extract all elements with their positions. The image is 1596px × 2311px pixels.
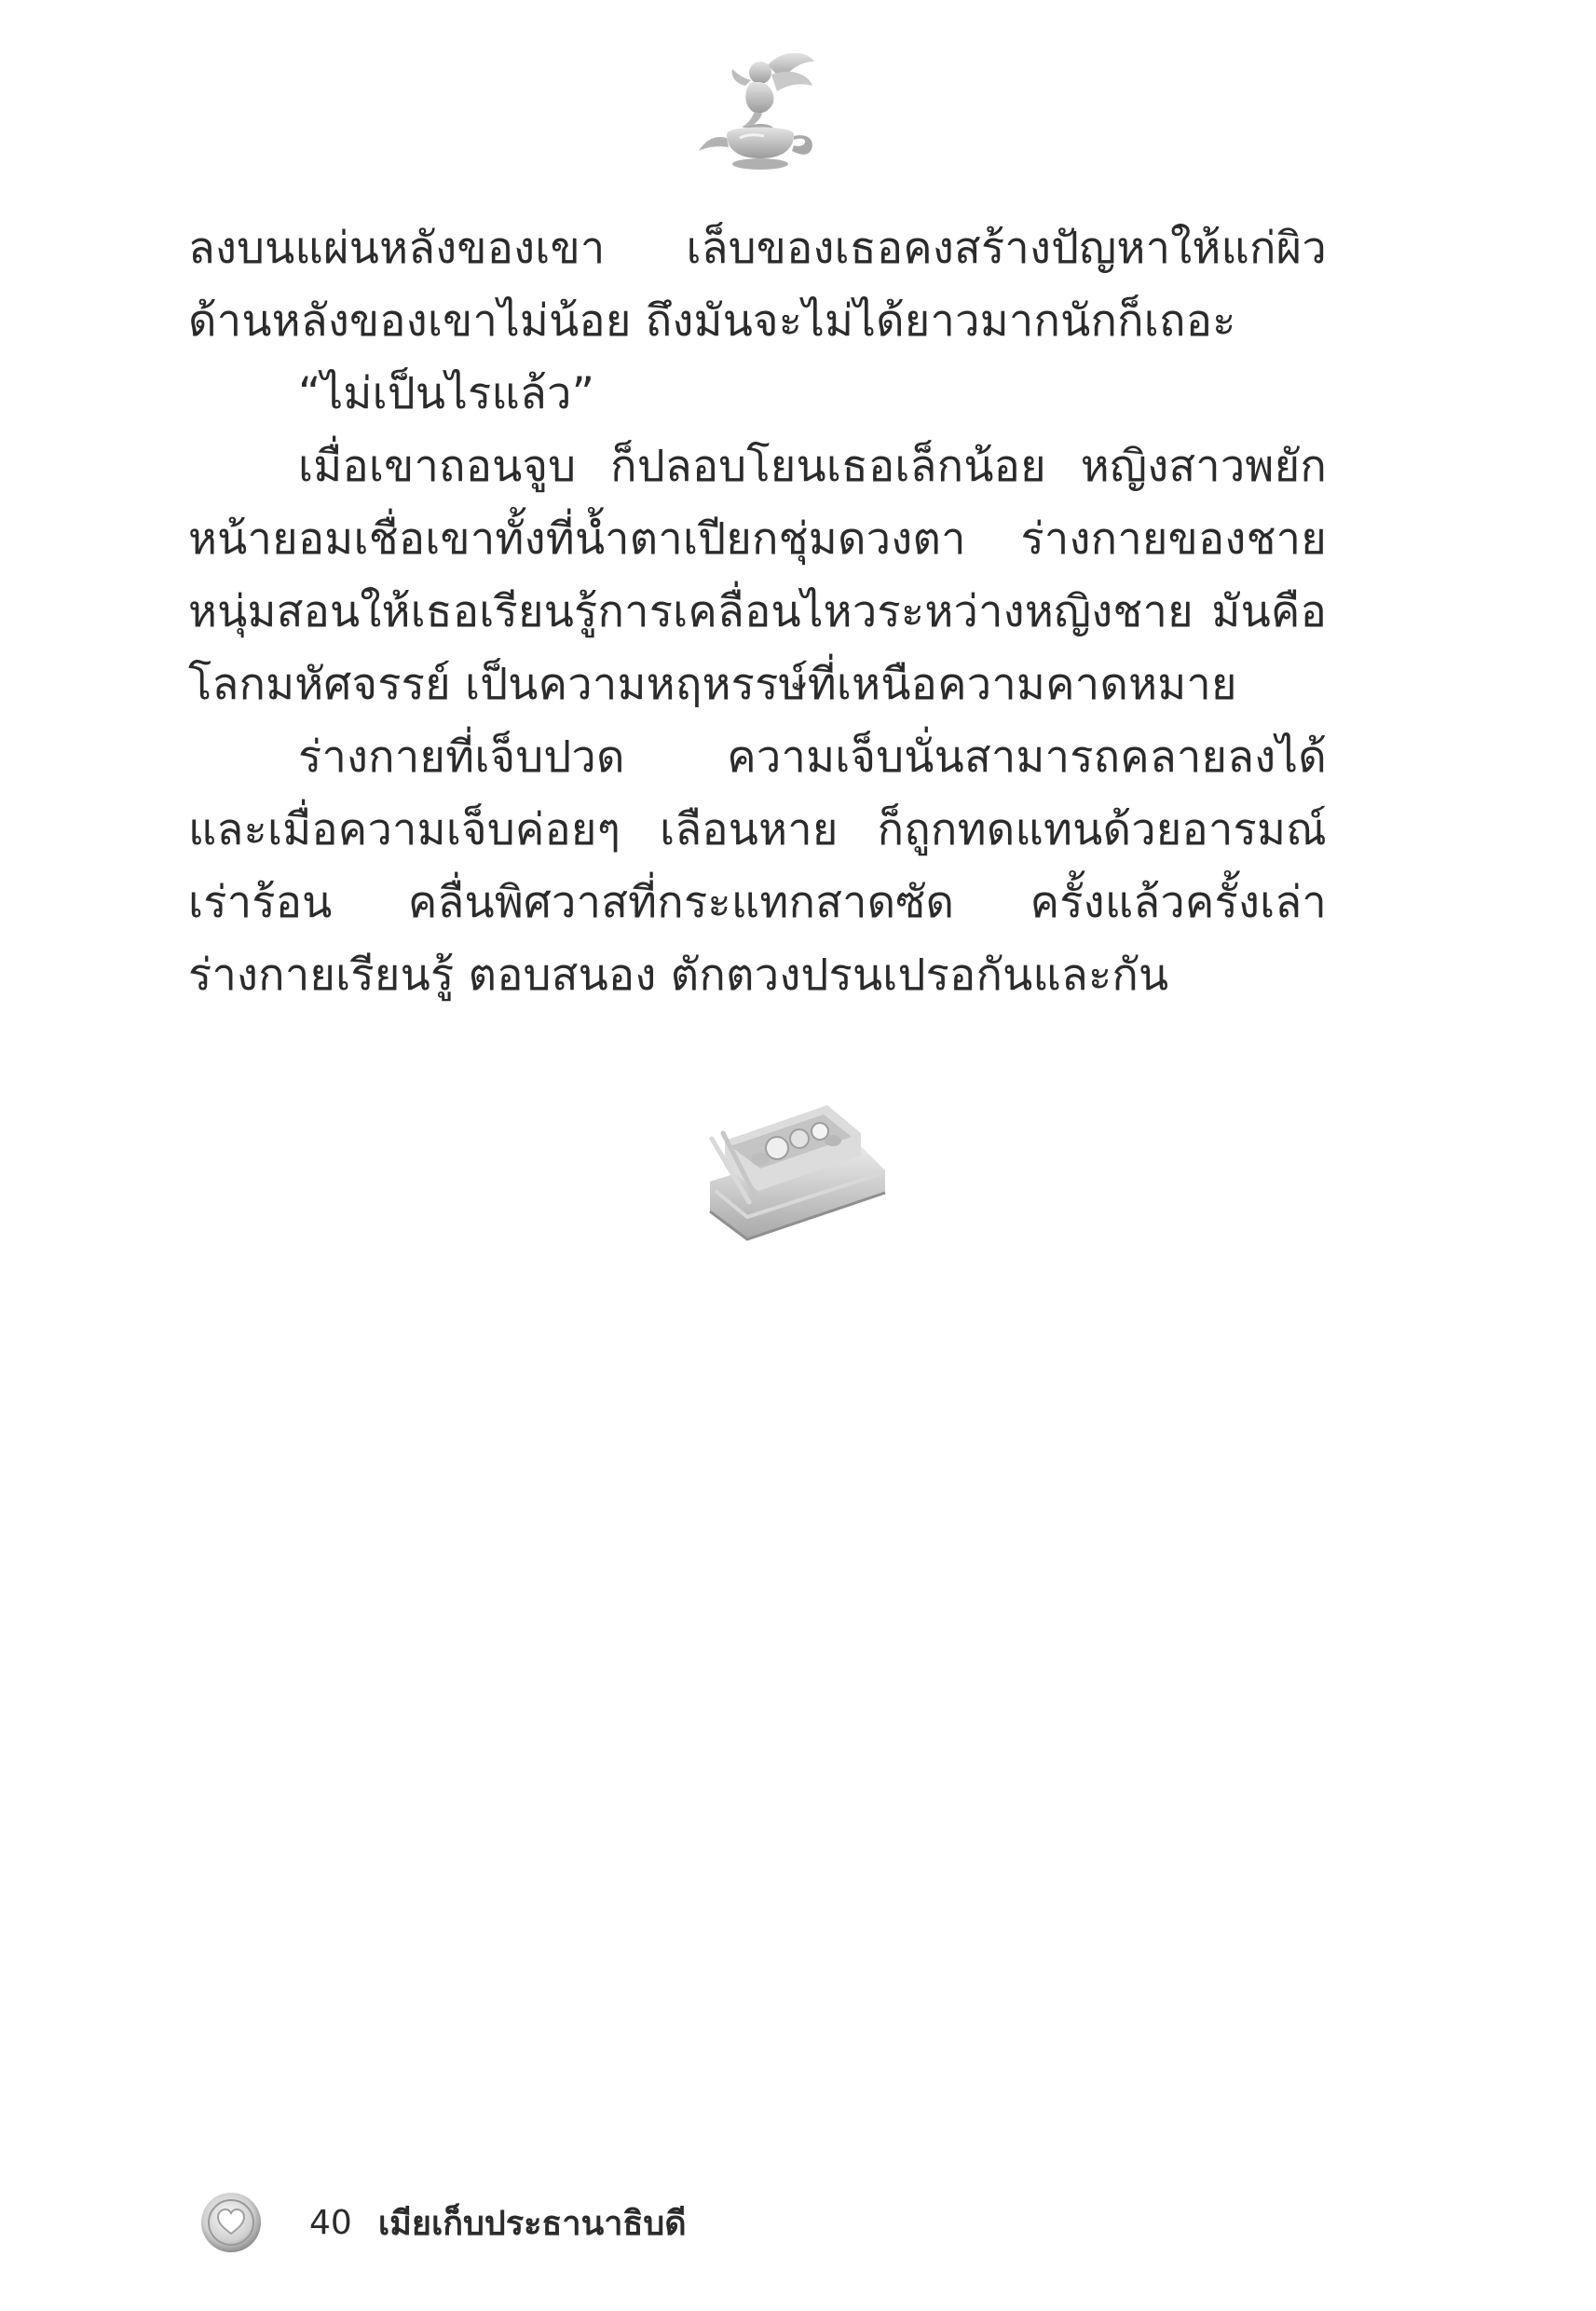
bento-box-icon (688, 1081, 893, 1258)
page-footer (198, 2185, 687, 2260)
cupid-teapot-icon (686, 48, 835, 174)
paragraph-1: ลงบนแผ่นหลังของเขา เล็บของเธอคงสร้างปัญหาให้แก่ผิวด้านหลังของเขาไม่น้อย ถึงมันจะไม่ได้ยาวมากนักก็เถอะ (188, 223, 1327, 347)
paragraph-4: ร่างกายที่เจ็บปวด ความเจ็บนั่นสามารถคลายลงได้ และเมื่อความเจ็บค่อยๆ เลือนหาย ก็ถูกทดแทนด้วยอารมณ์เร่าร้อน คลื่นพิศวาสที่กระแทกสาดซัด ครั้งแล้วครั้งเล่า ร่างกายเรียนรู้ ตอบสนอง ตักตวงปรนเปรอกันและกัน (188, 732, 1327, 1001)
story-text (188, 212, 1327, 1012)
page-number: 40 (309, 2203, 352, 2242)
paragraph-2: “ไม่เป็นไรแล้ว” (298, 368, 595, 419)
book-title: เมียเก็บประธานาธิบดี (377, 2204, 687, 2243)
heart-medallion-icon (198, 2189, 265, 2256)
paragraph-3: เมื่อเขาถอนจูบ ก็ปลอบโยนเธอเล็กน้อย หญิงสาวพยักหน้ายอมเชื่อเขาทั้งที่น้ำตาเปียกชุ่มดวงตา ร่างกายของชายหนุ่มสอนให้เธอเรียนรู้การเคลื่อนไหวระหว่างหญิงชาย มันคือโลกมหัศจรรย์ เป็นความหฤหรรษ์ที่เหนือความคาดหมาย (188, 441, 1327, 710)
